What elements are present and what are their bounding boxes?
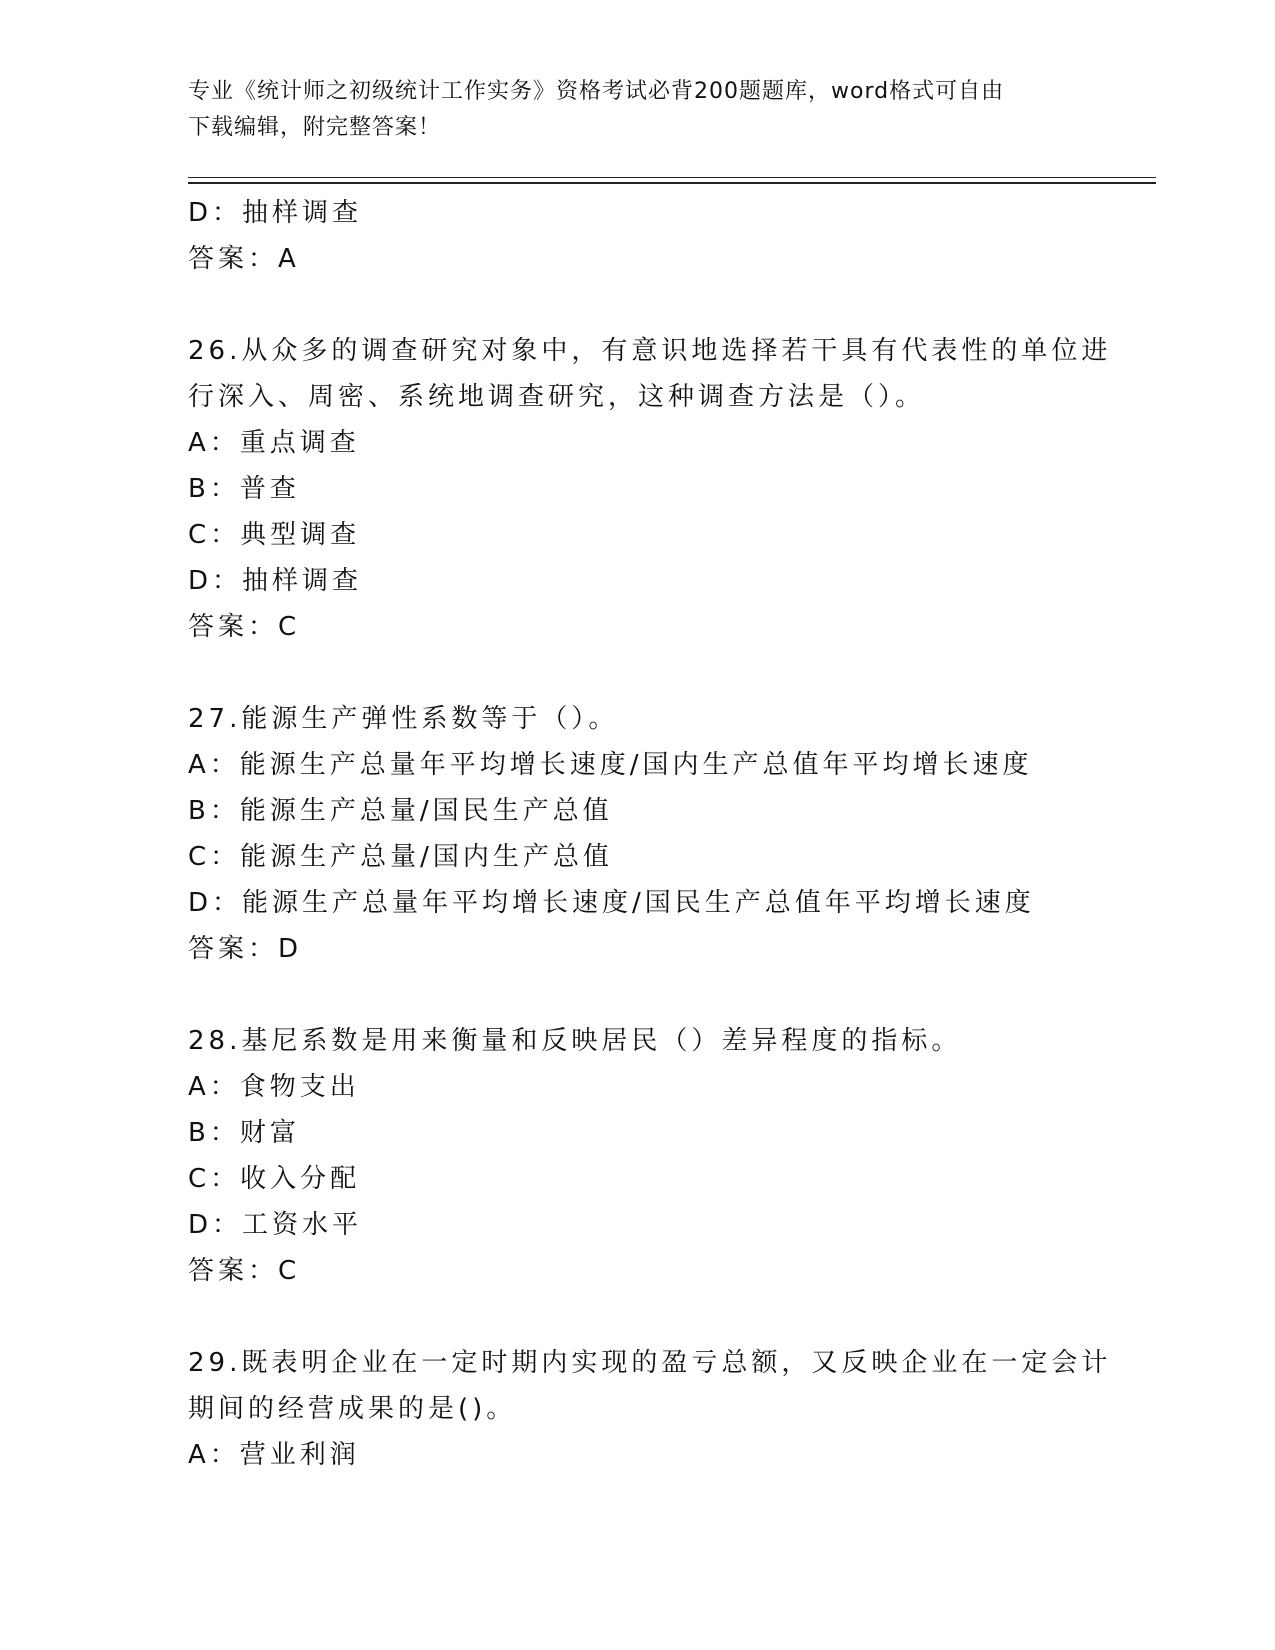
question-stem: 28.基尼系数是用来衡量和反映居民（）差异程度的指标。 bbox=[188, 1026, 962, 1056]
option-b: B：财富 bbox=[188, 1118, 300, 1148]
question-stem: 27.能源生产弹性系数等于（）。 bbox=[188, 704, 619, 734]
answer-line: 答案：A bbox=[188, 244, 300, 274]
spacer bbox=[188, 282, 1088, 328]
answer-line: 答案：C bbox=[188, 1256, 301, 1286]
option-b: B：能源生产总量/国民生产总值 bbox=[188, 796, 613, 826]
question-28 bbox=[188, 1018, 1088, 1294]
option-a: A：营业利润 bbox=[188, 1440, 360, 1470]
header-line-1: 专业《统计师之初级统计工作实务》资格考试必背200题题库，word格式可自由 bbox=[188, 79, 1005, 104]
spacer bbox=[188, 972, 1088, 1018]
question-stem: 26.从众多的调查研究对象中，有意识地选择若干具有代表性的单位进 bbox=[188, 336, 1112, 366]
document-header bbox=[188, 74, 1088, 146]
header-rule-thin bbox=[188, 177, 1156, 178]
option-c: C：能源生产总量/国内生产总值 bbox=[188, 842, 613, 872]
option-d: D：能源生产总量年平均增长速度/国民生产总值年平均增长速度 bbox=[188, 888, 1035, 918]
option-c: C：典型调查 bbox=[188, 520, 361, 550]
answer-line: 答案：D bbox=[188, 934, 303, 964]
option-a: A：食物支出 bbox=[188, 1072, 360, 1102]
option-a: A：能源生产总量年平均增长速度/国内生产总值年平均增长速度 bbox=[188, 750, 1033, 780]
option-d: D：抽样调查 bbox=[188, 198, 363, 228]
question-stem-continued: 期间的经营成果的是()。 bbox=[188, 1394, 517, 1424]
option-c: C：收入分配 bbox=[188, 1164, 361, 1194]
spacer bbox=[188, 650, 1088, 696]
document-content bbox=[188, 190, 1112, 1478]
question-29 bbox=[188, 1340, 1112, 1478]
option-d: D：工资水平 bbox=[188, 1210, 363, 1240]
header-line-2: 下载编辑，附完整答案！ bbox=[188, 115, 442, 140]
header-rule-thick bbox=[188, 182, 1156, 184]
option-d: D：抽样调查 bbox=[188, 566, 363, 596]
option-b: B：普查 bbox=[188, 474, 300, 504]
question-stem: 29.既表明企业在一定时期内实现的盈亏总额，又反映企业在一定会计 bbox=[188, 1348, 1112, 1378]
answer-line: 答案：C bbox=[188, 612, 301, 642]
question-stem-continued: 行深入、周密、系统地调查研究，这种调查方法是（）。 bbox=[188, 382, 926, 412]
option-a: A：重点调查 bbox=[188, 428, 360, 458]
question-26 bbox=[188, 328, 1112, 650]
question-27 bbox=[188, 696, 1088, 972]
spacer bbox=[188, 1294, 1088, 1340]
